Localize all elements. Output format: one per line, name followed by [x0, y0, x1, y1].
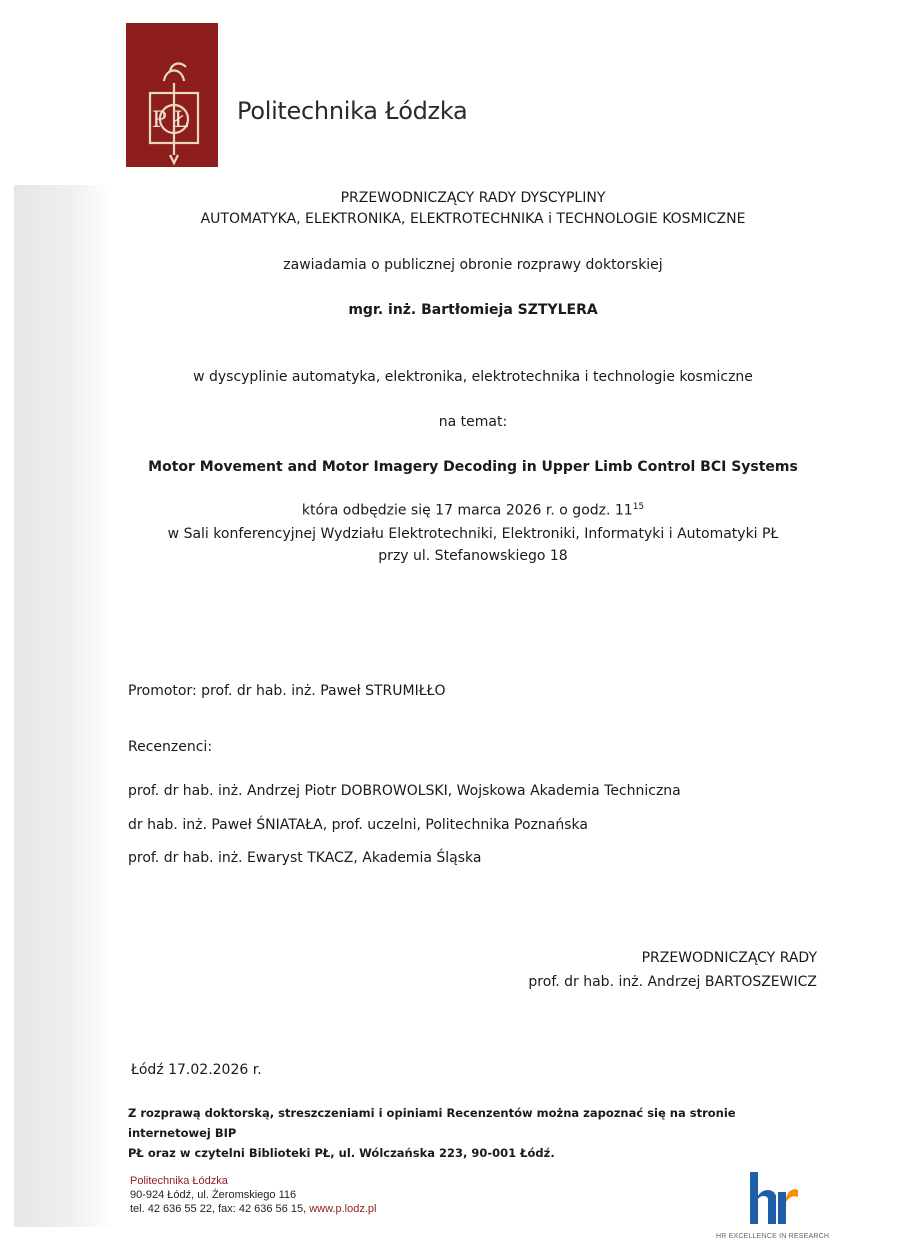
- footer-contact-line: [130, 1202, 376, 1216]
- signature-name: prof. dr hab. inż. Andrzej BARTOSZEWICZ: [528, 974, 817, 990]
- address-text: przy ul. Stefanowskiego 18: [378, 548, 568, 564]
- promotor: Promotor: prof. dr hab. inż. Paweł STRUMIŁŁO: [128, 683, 446, 699]
- time-minutes: 15: [632, 502, 645, 512]
- bip-note: [128, 1103, 818, 1163]
- discipline-text: w dyscyplinie automatyka, elektronika, elektrotechnika i technologie kosmiczne: [193, 369, 753, 385]
- reviewer-3: prof. dr hab. inż. Ewaryst TKACZ, Akademia Śląska: [128, 850, 482, 866]
- footer-address: [130, 1174, 376, 1216]
- reviewers-heading: Recenzenci:: [128, 739, 213, 755]
- pl-emblem-icon: [126, 23, 218, 167]
- venue-text: w Sali konferencyjnej Wydziału Elektrotechniki, Elektroniki, Informatyki i Automatyki PŁ: [167, 526, 779, 542]
- heading-line-1: PRZEWODNICZĄCY RADY DYSCYPLINY: [340, 190, 606, 206]
- topic-intro: na temat:: [438, 414, 508, 430]
- logo-letters: P Ł: [152, 108, 189, 133]
- university-name: Politechnika Łódzka: [237, 97, 468, 125]
- footer-university-name: Politechnika Łódzka: [130, 1175, 228, 1187]
- notice-text: zawiadamia o publicznej obronie rozprawy doktorskiej: [283, 257, 663, 273]
- university-logo: [126, 23, 218, 167]
- date-line: [128, 502, 818, 519]
- footer-street: 90-924 Łódź, ul. Żeromskiego 116: [130, 1189, 297, 1201]
- bip-note-line-2: PŁ oraz w czytelni Biblioteki PŁ, ul. Wólczańska 223, 90-001 Łódź.: [128, 1146, 555, 1160]
- footer-contact: tel. 42 636 55 22, fax: 42 636 56 15,: [130, 1203, 310, 1215]
- hr-excellence-logo-icon: [740, 1168, 800, 1226]
- hr-caption: HR EXCELLENCE IN RESEARCH: [716, 1233, 830, 1240]
- reviewer-2: dr hab. inż. Paweł ŚNIATAŁA, prof. uczelni, Politechnika Poznańska: [128, 817, 588, 833]
- reviewer-1: prof. dr hab. inż. Andrzej Piotr DOBROWOLSKI, Wojskowa Akademia Techniczna: [128, 783, 681, 799]
- place-date: Łódź 17.02.2026 r.: [131, 1062, 262, 1078]
- signature-role: PRZEWODNICZĄCY RADY: [641, 950, 817, 966]
- dissertation-title: Motor Movement and Motor Imagery Decoding in Upper Limb Control BCI Systems: [148, 459, 798, 475]
- footer-website-link[interactable]: www.p.lodz.pl: [309, 1203, 377, 1215]
- side-shade: [14, 185, 114, 1227]
- bip-note-line-1: Z rozprawą doktorską, streszczeniami i opiniami Recenzentów można zapoznać się na stronie internetowej BIP: [128, 1106, 736, 1140]
- date-text: która odbędzie się 17 marca 2026 r. o godz. 11: [301, 502, 633, 519]
- heading-line-2: AUTOMATYKA, ELEKTRONIKA, ELEKTROTECHNIKA i TECHNOLOGIE KOSMICZNE: [200, 211, 746, 227]
- candidate-name: mgr. inż. Bartłomieja SZTYLERA: [348, 302, 598, 318]
